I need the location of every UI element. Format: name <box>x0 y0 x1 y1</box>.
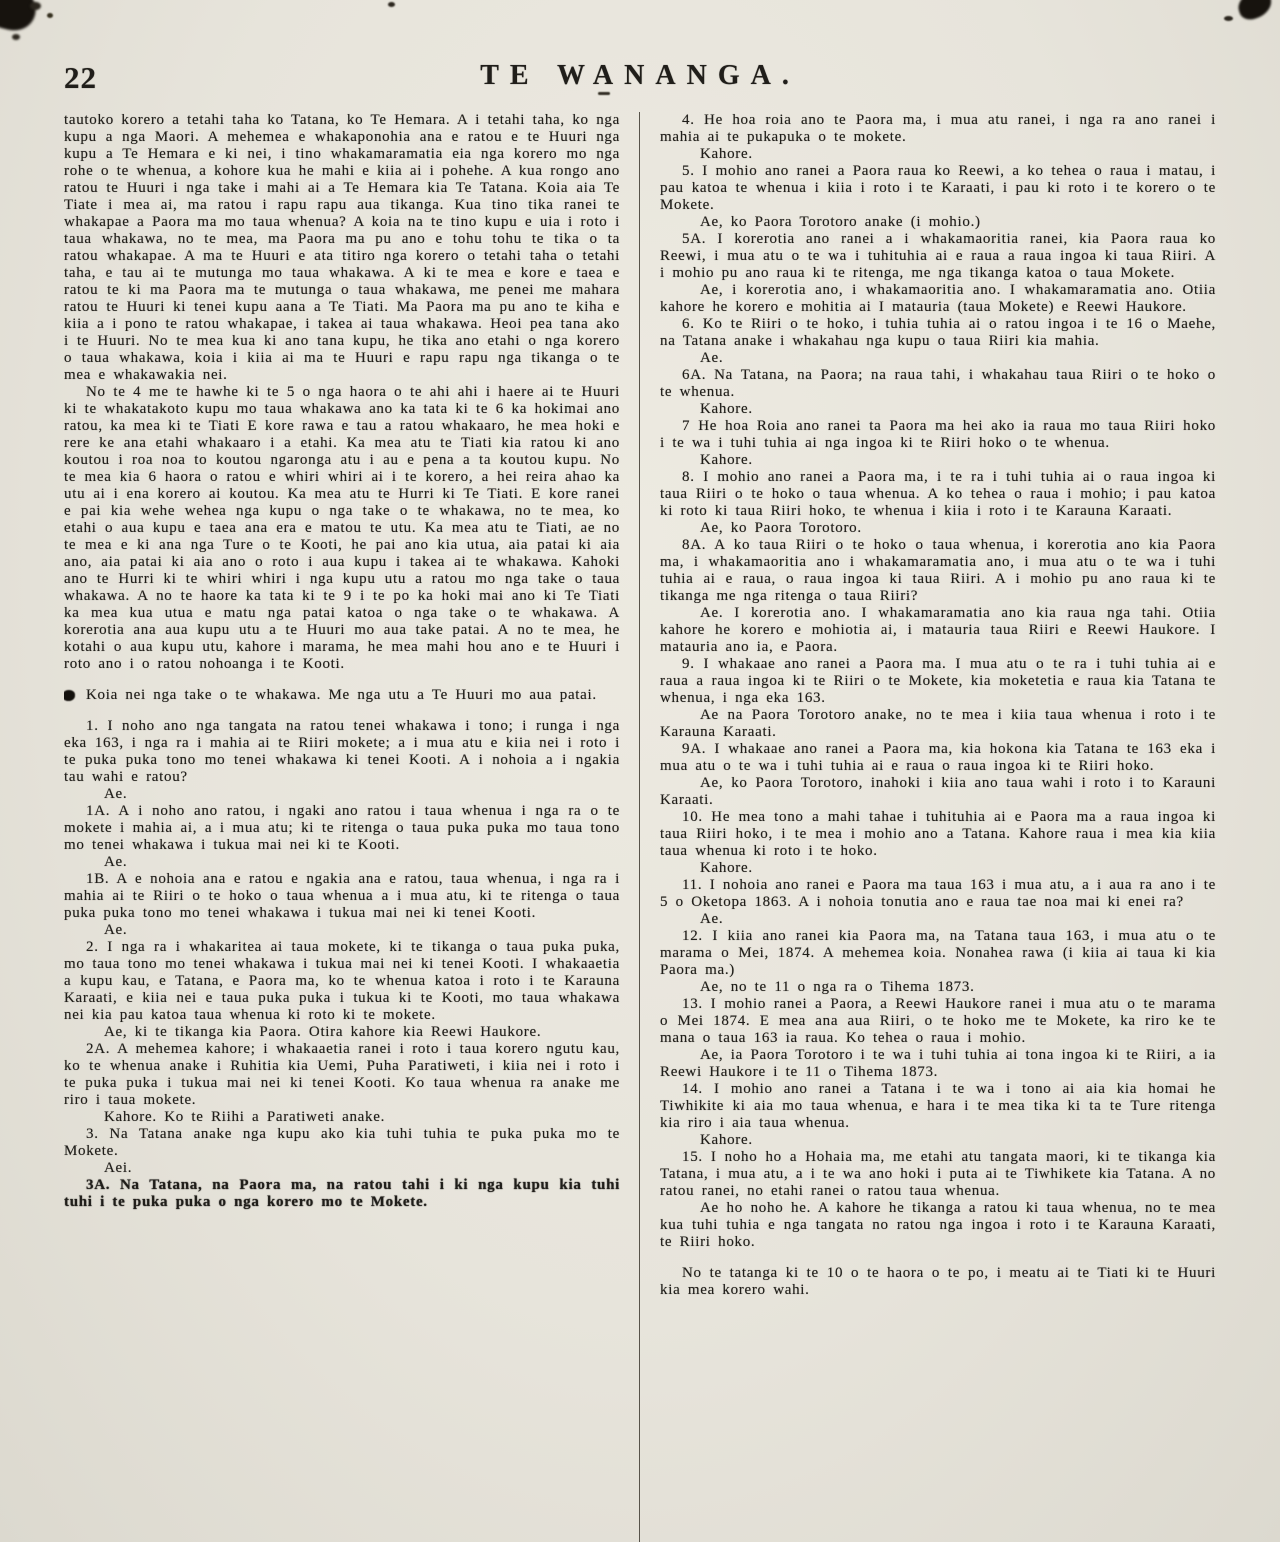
paragraph: 1A. A i noho ano ratou, i ngaki ano ratou i taua whenua i nga ra o te mokete i mahia ai, a i mua atu; ki te ritenga o taua puka puka mo taua tono mo tenei whakawa i tukua mai nei ki te Kooti. <box>64 803 620 853</box>
paragraph: Ae, ia Paora Torotoro i te wa i tuhi tuhia ai tona ingoa ki te Riiri, a ia Reewi Haukore i te 11 o Tihema 1873. <box>660 1047 1216 1080</box>
paragraph: Ae, i korerotia ano, i whakamaoritia ano. I whakamaramatia ano. Otiia kahore he korero e mohitia ai I matauria (taua Mokete) e Reewi Haukore. <box>660 282 1216 315</box>
paragraph: 9. I whakaae ano ranei a Paora ma. I mua atu o te ra i tuhi tuhia ai e raua a raua ingoa ki te Riiri o te Mokete, kia moketetia e raua kia Tatana te whenua, i nga eka 163. <box>660 656 1216 706</box>
page-title: TE WANANGA. <box>480 60 800 91</box>
scan-artifact-speckle <box>12 34 20 40</box>
paragraph: 8A. A ko taua Riiri o te hoko o taua whenua, i korerotia ano kia Paora ma, i whakamaoritia ano i whakamaramatia ano, i mua atu o te wa i tuhi tuhia ai e raua, o raua ingoa ki taua Riiri. A i mohio pu ano raua ki te tikanga me nga ritenga o taua Riiri? <box>660 537 1216 604</box>
paragraph: Aei. <box>104 1160 133 1176</box>
page-header <box>0 52 1280 100</box>
paragraph: 5A. I korerotia ano ranei a i whakamaoritia ranei, kia Paora raua ko Reewi, i mua atu o te wa i tuhituhia ai e raua a raua ingoa ki taua Riiri. A i mohio pu ano raua ki te ritenga, me nga tikanga katoa o taua Mokete. <box>660 231 1216 281</box>
paragraph: 2A. A mehemea kahore; i whakaaetia ranei i roto i taua korero ngutu kau, ko te whenua anake i Ruhitia kia Uemi, Puha Paratiweti, i kiia nei i roto i te puka puka i tukua mai nei ki tenei Kooti. Ko taua whenua ra anake me riro i taua mokete. <box>64 1041 620 1108</box>
column-divider <box>639 112 640 1542</box>
paragraph: Ae na Paora Torotoro anake, no te mea i kiia taua whenua i roto i te Karauna Karaati. <box>660 707 1216 740</box>
scan-artifact-speckle <box>30 2 41 10</box>
paragraph: 14. I mohio ano ranei a Tatana i te wa i tono ai aia kia homai he Tiwhikite ki aia mo taua whenua, e hara i te mea tika ki ta te Ture ritenga kia riro i aia taua whenua. <box>660 1081 1216 1131</box>
paragraph: Ae. <box>104 786 128 802</box>
paragraph: 13. I mohio ranei a Paora, a Reewi Haukore ranei i mua atu o te marama o Mei 1874. E mea ana aua Riiri, o te hoko me te Mokete, ka riro ke te mana o taua 163 ia raua. Ko tehea o raua i mohio. <box>660 996 1216 1046</box>
paragraph: 3. Na Tatana anake nga kupu ako kia tuhi tuhia te puka puka mo te Mokete. <box>64 1126 620 1159</box>
right-column <box>660 112 1216 1542</box>
paragraph: 2. I nga ra i whakaritea ai taua mokete, ki te tikanga o taua puka puka, mo taua tono mo tenei whakawa i tukua mai nei ki tenei Kooti. I whakaaetia a kupu kau, e Tatana, e Paora ma, ko te whenua katoa i roto i te Karauna Karaati, e kiia nei e taua puka puka i tukua ki te Kooti, mo taua whakawa nei kia pau katoa taua whenua ki roto ki te mokete. <box>64 939 620 1023</box>
paragraph: Kahore. <box>700 452 753 468</box>
paragraph: 12. I kiia ano ranei kia Paora ma, na Tatana taua 163, i mua atu o te marama o Mei, 1874. A mehemea koia. Nonahea rawa (i kiia ai taua ki kia Paora ma.) <box>660 928 1216 978</box>
paragraph: Kahore. <box>700 401 753 417</box>
paragraph: 3A. Na Tatana, na Paora ma, na ratou tahi i ki nga kupu kia tuhi tuhi i te puka puka o nga korero mo te Mokete. <box>64 1177 620 1210</box>
scan-artifact-speckle <box>388 2 395 7</box>
paragraph: Koia nei nga take o te whakawa. Me nga utu a Te Huuri mo aua patai. <box>64 687 620 704</box>
paragraph: Ae, no te 11 o nga ra o Tihema 1873. <box>700 979 975 995</box>
paragraph: 1B. A e nohoia ana e ratou e ngakia ana e ratou, taua whenua, i nga ra i mahia ai te Riiri o te hoko o taua whenua a i mua atu, ki te ritenga o taua puka puka tono mo tenei whakawa i tukua mai nei ki tenei Kooti. <box>64 871 620 921</box>
paragraph: 9A. I whakaae ano ranei a Paora ma, kia hokona kia Tatana te 163 eka i mua atu o te wa i tuhi tuhia ai e raua o raua ingoa ki te Riiri hoko. <box>660 741 1216 774</box>
paragraph: Kahore. <box>700 860 753 876</box>
paragraph: Ae. <box>700 350 724 366</box>
paragraph: 1. I noho ano nga tangata na ratou tenei whakawa i tono; i runga i nga eka 163, i nga ra i mahia ai te Riiri mokete; a i mua atu e kiia nei i roto i te puka puka tono mo tenei whakawa ki tenei Kooti. A i nohoia a i ngakia tau wahi e ratou? <box>64 718 620 785</box>
paragraph: Ae, ko Paora Torotoro, inahoki i kiia ano taua wahi i roto i to Karauni Karaati. <box>660 775 1216 808</box>
paragraph: Kahore. <box>700 146 753 162</box>
scan-artifact-speckle <box>47 13 53 18</box>
scan-artifact-speckle <box>1224 16 1233 21</box>
paragraph: Ae. I korerotia ano. I whakamaramatia ano kia raua nga tahi. Otiia kahore he korero e mohiotia ai, i matauria taua Riiri e Reewi Haukore. I matauria ano ia, e Paora. <box>660 605 1216 655</box>
paragraph: 7 He hoa Roia ano ranei ta Paora ma hei ako ia raua mo taua Riiri hoko i te wa i tuhi tuhia ai nga ingoa ki te Riiri hoko o te whenua. <box>660 418 1216 451</box>
paragraph: 10. He mea tono a mahi tahae i tuhituhia ai e Paora ma a raua ingoa ki taua Riiri hoko, i te mea i mohio ano a Tatana. Kahore raua i mea kia kiia taua whenua ki roto i te hoko. <box>660 809 1216 859</box>
page-number: 22 <box>64 60 97 95</box>
paragraph: 15. I noho ho a Hohaia ma, me etahi atu tangata maori, ki te tikanga kia Tatana, i mua atu, a i te wa ano hoki i puta ai te Tiwhikete kia Tatana. A no ratou ranei, no etahi ranei o ratou taua whenua. <box>660 1149 1216 1199</box>
paragraph: Ae ho noho he. A kahore he tikanga a ratou ki taua whenua, no te mea kua tuhi tuhia e nga tangata no ratou nga ingoa i roto i te Karauna Karaati, te Riiri hoko. <box>660 1200 1216 1250</box>
paragraph: 4. He hoa roia ano te Paora ma, i mua atu ranei, i nga ra ano ranei i mahia ai te pukapuka o te mokete. <box>660 112 1216 145</box>
paragraph: No te 4 me te hawhe ki te 5 o nga haora o te ahi ahi i haere ai te Huuri ki te whakatakoto kupu mo taua whakawa ano ka tata ki te 6 ka hokimai ano ratou, ka mea ki te Tiati E kore rawa e tau a ratou whakaaro, he mea hoki e rere ke ana etahi whakaaro i a etahi. Ka mea atu te Tiati kia ratou ki ano koutou i roa noa to koutou ngaronga atu i au e pena a ta koutou kupu. No te mea kia 6 haora o ratou e whiri whiri ai i te korero, a hei reira ahao ka utu ai i ena korero ai koutou. Ka mea atu te Hurri ki Te Tiati. E kore ranei e pai kia wehe wehea nga kupu o nga take o te whakawa, no te mea, ko etahi o aua kupu e taea ana era e matou te utu. Ka mea atu te Tiati, ae no te mea e ki ana nga Ture o te Kooti, he pai ano kia utua, aia patai ki aia ano, aia patai ki aia ano o roto i aua kupu i takea ai te whakawa. Kahoki ano te Hurri ki te whiri whiri i nga kupu utu a ratou mo nga take o taua whakawa. A no te haore ka tata ki te 9 i te po ka hoki mai ano ki Te Tiati ka mea kua utua e matu nga patai katoa o nga take o te whakawa. A korerotia ana aua kupu utu a te Huuri mo aua take patai. A no te mea, he kotahi o aua kupu utu, kahore i marama, he mea mahi hou ano e te Huuri i roto ano i o ratou nohoanga i te Kooti. <box>64 384 620 672</box>
paragraph: 8. I mohio ano ranei a Paora ma, i te ra i tuhi tuhia ai o raua ingoa ki taua Riiri o te hoko o taua whenua. A ko tehea o raua i mohio; i pau katoa ki roto ki taua Riiri hoko, te whenua i kiia i roto i te Karauna Karaati. <box>660 469 1216 519</box>
paragraph: 5. I mohio ano ranei a Paora raua ko Reewi, a ko tehea o raua i matau, i pau katoa te whenua i kiia i roto i te Karaati, i pau ki roto i te korero o te Mokete. <box>660 163 1216 213</box>
paragraph: Ae. <box>104 854 128 870</box>
paragraph: Ae, ko Paora Torotoro anake (i mohio.) <box>700 214 981 230</box>
paragraph: 6. Ko te Riiri o te hoko, i tuhia tuhia ai o ratou ingoa i te 16 o Maehe, na Tatana anake i whakahau nga kupu o taua Riiri kia mahia. <box>660 316 1216 349</box>
paragraph: 6A. Na Tatana, na Paora; na raua tahi, i whakahau taua Riiri o te hoko o te whenua. <box>660 367 1216 400</box>
paragraph: tautoko korero a tetahi taha ko Tatana, ko Te Hemara. A i tetahi taha, ko nga kupu a nga Maori. A mehemea e whakaponohia ana e ratou e te Huuri nga kupu a Te Hemara e ki nei, i tino whakamaramatia eia nga korero mo nga rohe o te whenua, a kohore kua he mahi e kiia ai i pohehe. A kua rongo ano ratou te Huuri i nga take i mahi ai a Te Hemara kia Te Tatana. Koia aia Te Tiate i mea ai, ma ratou i rapu rapu aua tikanga. Kua tino tika ranei te whakapae a Paora ma mo taua whenua? A koia na te tino kupu e uia i roto i taua whakawa, no te mea, ma Paora ma pu ano e tohu tohu te tika o ta ratou whakapae. A ma te Huuri e ata titiro nga korero o tetahi taha o tetahi taha, e tau ai te mutunga mo taua whakawa. A ki te mea e kore e taea e ratou te ki ma Paora ma te mutunga o taua whakawa, me penei me mahara ratou te Huuri ki tenei kupu aana a Te Tiati. Ma Paora ma pu ano te kiha e kiia a i pono te ratou whakapae, i takea ai taua whakawa. Heoi pea tana ako i te Huuri. No te mea kua ki ano tana kupu, he tika ano etahi o nga korero o taua whakawa, koia i kiia ai ma te Huuri e rapu rapu nga tikanga o te mea e whakawakia nei. <box>64 112 620 383</box>
paragraph: 11. I nohoia ano ranei e Paora ma taua 163 i mua atu, a i aua ra ano i te 5 o Oketopa 1863. A i nohoia tonutia ano e raua tae noa mai ki enei ra? <box>660 877 1216 910</box>
paragraph: Kahore. <box>700 1132 753 1148</box>
left-column <box>64 112 620 1542</box>
paragraph: Ae. <box>104 922 128 938</box>
paragraph: Kahore. Ko te Riihi a Paratiweti anake. <box>104 1109 386 1125</box>
paragraph: Ae. <box>700 911 724 927</box>
paragraph: Ae, ko Paora Torotoro. <box>700 520 862 536</box>
paragraph: Ae, ki te tikanga kia Paora. Otira kahore kia Reewi Haukore. <box>104 1024 542 1040</box>
scan-artifact-corner-top-right <box>1235 0 1275 23</box>
paragraph: No te tatanga ki te 10 o te haora o te po, i meatu ai te Tiati ki te Huuri kia mea korero wahi. <box>660 1265 1216 1298</box>
